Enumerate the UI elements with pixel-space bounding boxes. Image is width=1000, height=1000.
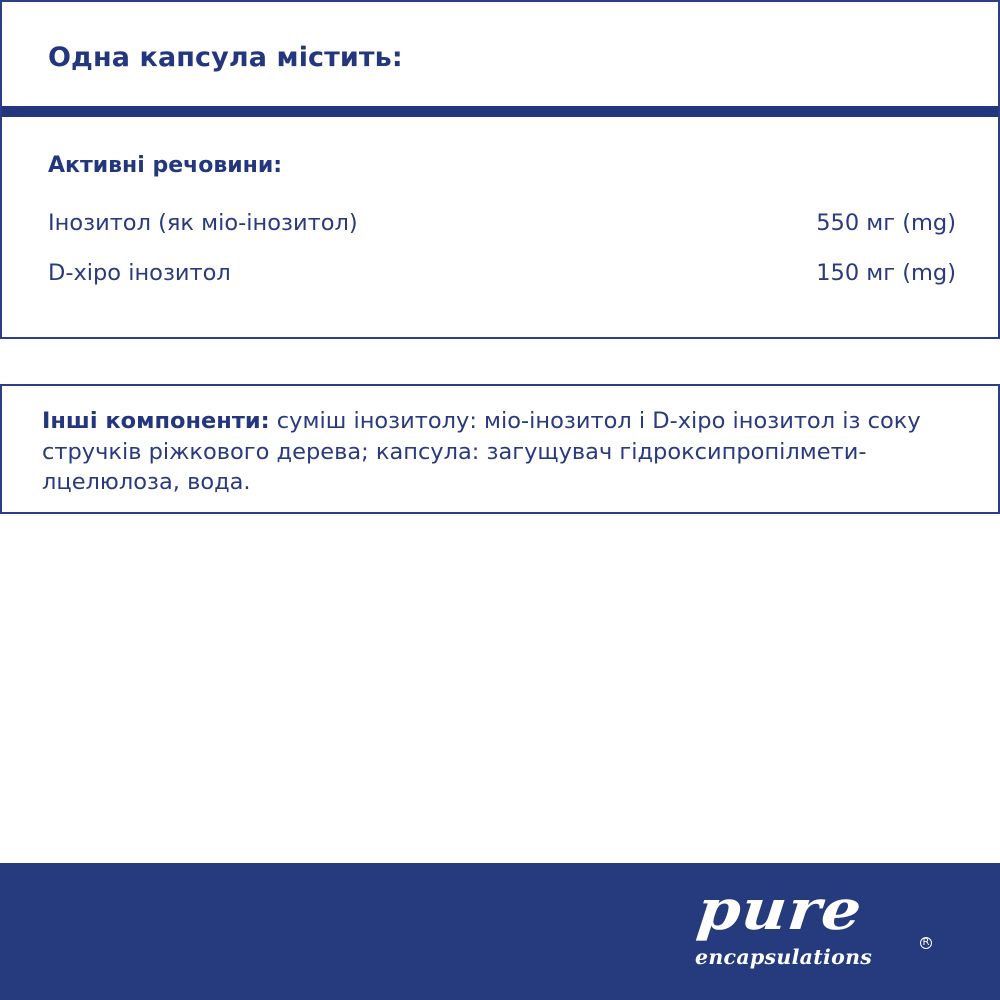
ingredient-name: D-хіро інозитол [48, 260, 231, 286]
page-title: Одна капсула містить: [48, 42, 403, 73]
ingredient-amount: 550 мг (mg) [816, 210, 956, 236]
ingredient-name: Інозитол (як міо-інозитол) [48, 210, 358, 236]
ingredient-amount: 150 мг (mg) [816, 260, 956, 286]
logo-wordmark-pure: pure [694, 877, 866, 943]
header-divider [2, 106, 998, 117]
ingredient-row [48, 207, 956, 239]
registered-trademark-icon: R [920, 937, 932, 949]
other-ingredients-label: Інші компоненти: [42, 408, 270, 434]
logo-wordmark-encapsulations: encapsulations [695, 945, 873, 969]
brand-logo [694, 877, 945, 975]
other-ingredients-body: суміш інозитолу: міо-інозитол і D-хіро інозитол із соку стручків ріжкового дерева; капсула: загущувач гідроксипропілмети-лцелюлоза, вода. [42, 408, 921, 495]
panel-header [2, 2, 998, 106]
brand-footer [0, 863, 1000, 1000]
capsule-contents-panel [0, 0, 1000, 339]
active-ingredients-heading: Активні речовини: [48, 153, 283, 178]
ingredient-row [48, 257, 956, 289]
other-ingredients-panel [0, 384, 1000, 514]
other-ingredients-text [42, 406, 972, 498]
